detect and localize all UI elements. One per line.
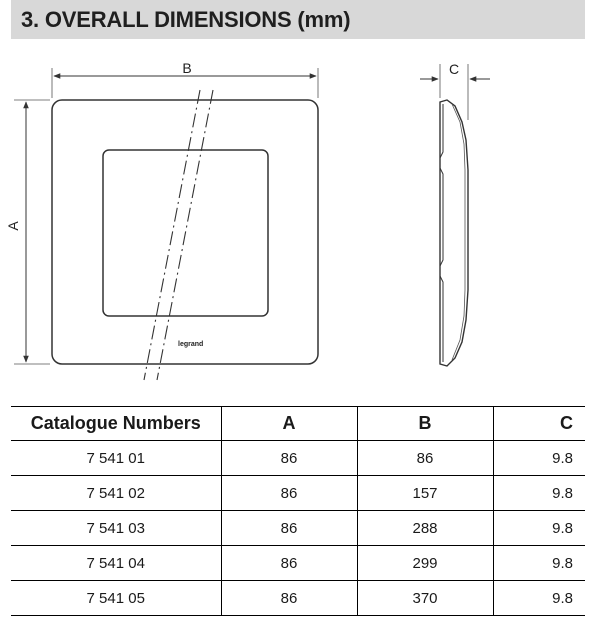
cell-a: 86 [221,476,357,511]
cell-b: 157 [357,476,493,511]
plate-front-outline [52,100,318,364]
cell-a: 86 [221,511,357,546]
header-c: C [493,407,585,441]
header-catalogue-numbers: Catalogue Numbers [11,407,221,441]
cell-a: 86 [221,441,357,476]
cell-catalogue-number: 7 541 03 [11,511,221,546]
table-row [11,441,585,476]
cell-c: 9.8 [493,581,585,616]
cell-catalogue-number: 7 541 04 [11,546,221,581]
dim-b-label: B [182,60,192,76]
table-row [11,511,585,546]
table-header-row [11,407,585,441]
cell-a: 86 [221,546,357,581]
cell-c: 9.8 [493,511,585,546]
cell-b: 86 [357,441,493,476]
dim-a-label: A [5,221,21,231]
cell-c: 9.8 [493,441,585,476]
cell-c: 9.8 [493,546,585,581]
table-row [11,546,585,581]
header-a: A [221,407,357,441]
cell-b: 370 [357,581,493,616]
table-row [11,476,585,511]
cell-b: 299 [357,546,493,581]
break-line-left [144,90,200,380]
dimension-drawing [0,40,600,390]
section-title: 3. OVERALL DIMENSIONS (mm) [21,7,351,32]
plate-side-profile [440,100,468,366]
cell-c: 9.8 [493,476,585,511]
cell-catalogue-number: 7 541 01 [11,441,221,476]
dim-c-label: C [448,61,460,77]
table-row [11,581,585,616]
section-heading-bar [11,0,585,39]
cell-catalogue-number: 7 541 02 [11,476,221,511]
cell-b: 288 [357,511,493,546]
header-b: B [357,407,493,441]
dimensions-table [11,406,585,616]
brand-mark: legrand [178,341,204,348]
cell-catalogue-number: 7 541 05 [11,581,221,616]
cell-a: 86 [221,581,357,616]
